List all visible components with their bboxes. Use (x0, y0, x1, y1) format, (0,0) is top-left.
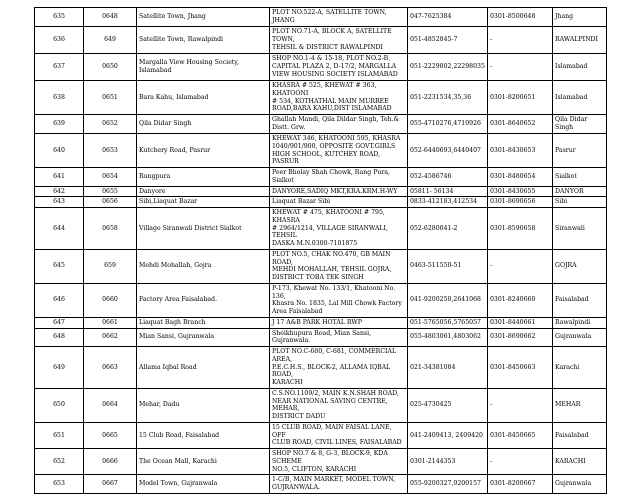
phone-cell: 025-4730425 (408, 388, 488, 422)
city-cell: GOJRA (553, 249, 607, 283)
branch-name-cell: Factory Area Faisalabad. (137, 283, 270, 317)
table-row (35, 168, 607, 187)
phone-cell: 041-2409413, 2409420 (408, 422, 488, 448)
branch-name-cell: The Ocean Mall, Karachi (137, 449, 270, 475)
branch-name-cell: Kutchery Road, Pasrur (137, 134, 270, 168)
serial-cell: 637 (35, 54, 84, 81)
serial-cell: 648 (35, 328, 84, 347)
mobile-cell: 0301-8440661 (488, 317, 553, 328)
mobile-cell: 0301-8590658 (488, 208, 553, 250)
code-cell: 0664 (84, 388, 137, 422)
table-row (35, 134, 607, 168)
table-row (35, 27, 607, 54)
serial-cell: 635 (35, 8, 84, 27)
city-cell: Gujranwala (553, 328, 607, 347)
table-row (35, 249, 607, 283)
branch-name-cell: Margalla View Housing Society, Islamabad (137, 54, 270, 81)
address-cell: KHEWAT # 475, KHATOONI # 795, KHASRA # 2964/1214, VILLAGE SIRANWALI, TEHSIL DASKA M.N.0300-7101875 (270, 208, 408, 250)
code-cell: 0660 (84, 283, 137, 317)
code-cell: 0654 (84, 168, 137, 187)
code-cell: 0658 (84, 208, 137, 250)
phone-cell: 051-2231534,35,36 (408, 81, 488, 115)
phone-cell: 0463-511550-51 (408, 249, 488, 283)
city-cell: Sialkot (553, 168, 607, 187)
phone-cell: 051-4852845-7 (408, 27, 488, 54)
mobile-cell: 0301-8450665 (488, 422, 553, 448)
mobile-cell: 0301-8240660 (488, 283, 553, 317)
code-cell: 0651 (84, 81, 137, 115)
address-cell: PLOT NO.C-680, C-681, COMMERCIAL AREA, P.E.C.H.S., BLOCK-2, ALLAMA IQBAL ROAD, KARACHI (270, 347, 408, 389)
code-cell: 0666 (84, 449, 137, 475)
mobile-cell: 0301-8500648 (488, 8, 553, 27)
table-row (35, 115, 607, 134)
phone-cell: 052-4586746 (408, 168, 488, 187)
address-cell: Sheikhupura Road, Mian Sansi, Gujranwala. (270, 328, 408, 347)
address-cell: Liaquat Bazar Sibi (270, 197, 408, 208)
serial-cell: 645 (35, 249, 84, 283)
code-cell: 0662 (84, 328, 137, 347)
branch-name-cell: Qila Didar Singh (137, 115, 270, 134)
address-cell: DANYORE,SADIQ MKT,KRA.KRM.H-WY (270, 186, 408, 197)
city-cell: Qila Didar Singh (553, 115, 607, 134)
table-row (35, 317, 607, 328)
code-cell: 0655 (84, 186, 137, 197)
branch-name-cell: Satellite Town, Rawalpindi (137, 27, 270, 54)
address-cell: C.S.NO.1109/2, MAIN K.N.SHAH ROAD, NEAR NATIONAL SAVING CENTRE, MEHAR, DISTRICT DADU (270, 388, 408, 422)
code-cell: 0656 (84, 197, 137, 208)
mobile-cell: - (488, 27, 553, 54)
phone-cell: 051-2229802,22298035 (408, 54, 488, 81)
city-cell: Jhang (553, 8, 607, 27)
city-cell: Faisalabad (553, 422, 607, 448)
branch-name-cell: Allama Iqbal Road (137, 347, 270, 389)
city-cell: Sibi (553, 197, 607, 208)
city-cell: Rawalpindi (553, 317, 607, 328)
city-cell: RAWALPINDI (553, 27, 607, 54)
address-cell: 1-C/B, MAIN MARKET, MODEL TOWN, GUJRANWALA. (270, 475, 408, 494)
city-cell: Pasrur (553, 134, 607, 168)
phone-cell: 052-6280041-2 (408, 208, 488, 250)
branch-name-cell: Village Siranwali District Sialkot (137, 208, 270, 250)
branch-list-page (34, 7, 606, 494)
address-cell: KHEWAT 346, KHATOONI 595, KHASRA 1040/901/900, OPPOSITE GOVT.GIRLS HIGH SCHOOL, KUTCHEY ROAD, PASRUR (270, 134, 408, 168)
mobile-cell: - (488, 388, 553, 422)
branch-name-cell: Mian Sansi, Gujranwala (137, 328, 270, 347)
serial-cell: 649 (35, 347, 84, 389)
address-cell: J 17 A&B PARK HOTAL RWP (270, 317, 408, 328)
address-cell: 15 CLUB ROAD, MAIN FAISAL LANE, OFF CLUB ROAD, CIVIL LINES, FAISALABAD (270, 422, 408, 448)
table-row (35, 347, 607, 389)
table-row (35, 283, 607, 317)
table-row (35, 422, 607, 448)
city-cell: Karachi (553, 347, 607, 389)
phone-cell: 021-34381084 (408, 347, 488, 389)
city-cell: Siranwali (553, 208, 607, 250)
address-cell: SHOP NO.7 & 8, G-3, BLOCK-9, KDA SCHEME NO.5, CLIFTON, KARACHI (270, 449, 408, 475)
table-row (35, 449, 607, 475)
mobile-cell: - (488, 54, 553, 81)
table-row (35, 388, 607, 422)
table-row (35, 81, 607, 115)
city-cell: Islamabad (553, 81, 607, 115)
branch-table (34, 7, 607, 494)
branch-name-cell: Satellite Town, Jhang (137, 8, 270, 27)
branch-name-cell: Danyore (137, 186, 270, 197)
phone-cell: 052-6440693,6440407 (408, 134, 488, 168)
city-cell: MEHAR (553, 388, 607, 422)
serial-cell: 639 (35, 115, 84, 134)
address-cell: PLOT NO.5, CHAK NO.470, GB MAIN ROAD, MEHDI MOHALLAH, TEHSIL GOJRA, DISTRICT TOBA TEK SINGH (270, 249, 408, 283)
table-row (35, 328, 607, 347)
table-row (35, 186, 607, 197)
mobile-cell: 0301-8690656 (488, 197, 553, 208)
code-cell: 0650 (84, 54, 137, 81)
code-cell: 0661 (84, 317, 137, 328)
branch-name-cell: Bara Kahu, Islamabad (137, 81, 270, 115)
mobile-cell: 0301-8480654 (488, 168, 553, 187)
phone-cell: 0833-412183,412534 (408, 197, 488, 208)
code-cell: 659 (84, 249, 137, 283)
city-cell: Faisalabad (553, 283, 607, 317)
serial-cell: 638 (35, 81, 84, 115)
phone-cell: 051-5765056,5765057 (408, 317, 488, 328)
branch-name-cell: Sibi,Liaquat Bazar (137, 197, 270, 208)
mobile-cell: 0301-8450663 (488, 347, 553, 389)
phone-cell: 05811- 56134 (408, 186, 488, 197)
city-cell: Islamabad (553, 54, 607, 81)
serial-cell: 640 (35, 134, 84, 168)
mobile-cell: 0301-8640652 (488, 115, 553, 134)
mobile-cell: 0301-8200667 (488, 475, 553, 494)
address-cell: PLOT NO.522-A, SATELLITE TOWN, JHANG (270, 8, 408, 27)
city-cell: Gujranwala (553, 475, 607, 494)
code-cell: 649 (84, 27, 137, 54)
serial-cell: 636 (35, 27, 84, 54)
mobile-cell: 0301-8430653 (488, 134, 553, 168)
address-cell: Ghallah Mandi, Qila Dildar Singh, Teh.& Distt. Grw. (270, 115, 408, 134)
code-cell: 0653 (84, 134, 137, 168)
mobile-cell: 0301-8690662 (488, 328, 553, 347)
city-cell: DANYOR (553, 186, 607, 197)
serial-cell: 653 (35, 475, 84, 494)
mobile-cell: - (488, 449, 553, 475)
table-row (35, 8, 607, 27)
address-cell: PLOT NO.71-A, BLOCK A, SATELLITE TOWN, TEHSIL & DISTRICT RAWALPINDI (270, 27, 408, 54)
code-cell: 0663 (84, 347, 137, 389)
phone-cell: 055-4803061,4803062 (408, 328, 488, 347)
code-cell: 0665 (84, 422, 137, 448)
table-row (35, 54, 607, 81)
serial-cell: 652 (35, 449, 84, 475)
branch-name-cell: Mehdi Mohallah, Gojra (137, 249, 270, 283)
table-row (35, 208, 607, 250)
address-cell: P-173, Khewat No. 133/1, Khatooni No. 136, Khasra No. 1835, Lal Mill Chowk Factory Area Faisalabad (270, 283, 408, 317)
branch-name-cell: Model Town, Gujranwala (137, 475, 270, 494)
branch-table-body (35, 8, 607, 494)
branch-name-cell: Liaquat Bagh Branch (137, 317, 270, 328)
code-cell: 0648 (84, 8, 137, 27)
code-cell: 0667 (84, 475, 137, 494)
address-cell: Peer Bholay Shah Chowk, Rang Pura, Sialkot (270, 168, 408, 187)
serial-cell: 642 (35, 186, 84, 197)
phone-cell: 055-9200327,9200157 (408, 475, 488, 494)
serial-cell: 644 (35, 208, 84, 250)
city-cell: KARACHI (553, 449, 607, 475)
serial-cell: 643 (35, 197, 84, 208)
table-row (35, 475, 607, 494)
serial-cell: 646 (35, 283, 84, 317)
table-row (35, 197, 607, 208)
branch-name-cell: Mehar, Dadu (137, 388, 270, 422)
mobile-cell: 0301-8430655 (488, 186, 553, 197)
serial-cell: 641 (35, 168, 84, 187)
serial-cell: 650 (35, 388, 84, 422)
code-cell: 0652 (84, 115, 137, 134)
serial-cell: 651 (35, 422, 84, 448)
address-cell: SHOP NO.1-4 & 15-18, PLOT NO.2-B, CAPITAL PLAZA 2, D-17/2, MARGALLA VIEW HOUSING SOCIETY ISLAMABAD (270, 54, 408, 81)
phone-cell: 041-9200250,2641068 (408, 283, 488, 317)
mobile-cell: - (488, 249, 553, 283)
phone-cell: 055-4710276,4710926 (408, 115, 488, 134)
branch-name-cell: 15 Club Road, Faisalabad (137, 422, 270, 448)
branch-name-cell: Rungpura (137, 168, 270, 187)
mobile-cell: 0301-8200651 (488, 81, 553, 115)
serial-cell: 647 (35, 317, 84, 328)
phone-cell: 047-7625384 (408, 8, 488, 27)
phone-cell: 0301-2144353 (408, 449, 488, 475)
address-cell: KHASRA # 525, KHEWAT # 363, KHATOONI # 534, KOTHATHAL MAIN MURREE ROAD,BARA KAHU,DIST ISLAMABAD (270, 81, 408, 115)
